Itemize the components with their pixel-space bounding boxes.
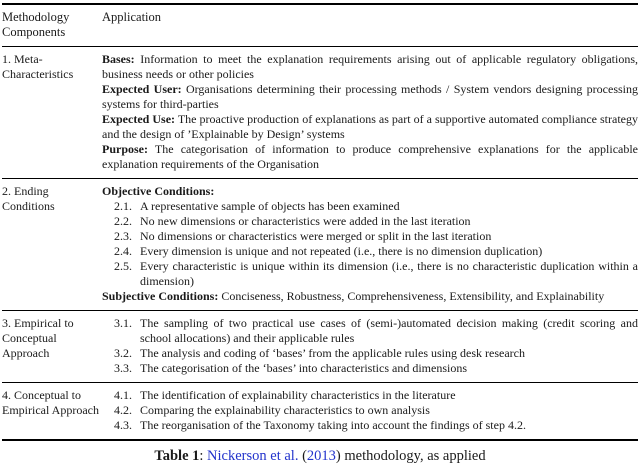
item-text: No dimensions or characteristics were merged or split in the last iteration bbox=[140, 229, 492, 243]
list-item bbox=[102, 229, 638, 244]
item-text: No new dimensions or characteristics were added in the last iteration bbox=[140, 214, 471, 228]
component-label: 3. Empirical to Conceptual Approach bbox=[2, 311, 102, 383]
component-label: 1. Meta-Characteristics bbox=[2, 52, 74, 81]
expected-user-paragraph bbox=[102, 82, 638, 112]
methodology-table bbox=[2, 3, 638, 441]
item-text: The reorganisation of the Taxonomy taking into account the findings of step 4.2. bbox=[140, 418, 526, 432]
item-text: Every dimension is unique and not repeated (i.e., there is no dimension duplication) bbox=[140, 244, 543, 258]
bases-label: Bases: bbox=[102, 52, 135, 66]
caption-label: Table 1 bbox=[154, 448, 200, 464]
item-number: 2.3. bbox=[114, 229, 132, 243]
list-item bbox=[102, 244, 638, 259]
list-item bbox=[102, 403, 638, 418]
table-caption bbox=[2, 448, 638, 465]
table-row-empirical-to-conceptual bbox=[2, 311, 638, 383]
list-item bbox=[102, 316, 638, 346]
expected-user-label: Expected User: bbox=[102, 82, 182, 96]
purpose-text: The categorisation of information to produce comprehensive explanations for the applicable explanation requirements of the Organisation bbox=[102, 142, 639, 171]
item-text: The identification of explainability characteristics in the literature bbox=[140, 388, 456, 402]
header-row bbox=[2, 4, 638, 47]
purpose-paragraph bbox=[102, 142, 638, 172]
bases-paragraph bbox=[102, 52, 638, 82]
expected-use-label: Expected Use: bbox=[102, 112, 176, 126]
component-label: 4. Conceptual to Empirical Approach bbox=[2, 383, 102, 441]
component-label: 2. Ending Conditions bbox=[2, 179, 102, 311]
item-text: A representative sample of objects has been examined bbox=[140, 199, 400, 213]
item-number: 4.3. bbox=[114, 418, 132, 432]
item-number: 2.2. bbox=[114, 214, 132, 228]
list-item bbox=[102, 388, 638, 403]
item-text: Every characteristic is unique within its dimension (i.e., there is no characteristic duplication within a dimension) bbox=[140, 259, 638, 288]
table-row-conceptual-to-empirical bbox=[2, 383, 638, 441]
list-item bbox=[102, 418, 638, 433]
col-header-methodology-components: Methodology Components bbox=[2, 4, 102, 47]
expected-use-text: The proactive production of explanations as part of a supportive automated compliance strategy and the design of ’Explainable by Design’ systems bbox=[102, 112, 638, 141]
item-number: 3.2. bbox=[114, 346, 132, 360]
item-number: 4.1. bbox=[114, 388, 132, 402]
item-text: The sampling of two practical use cases of (semi-)automated decision making (credit scoring and school allocations) and their applicable rules bbox=[140, 316, 638, 345]
item-number: 2.1. bbox=[114, 199, 132, 213]
list-item bbox=[102, 214, 638, 229]
list-item bbox=[102, 259, 638, 289]
table-row-meta-characteristics bbox=[2, 47, 638, 179]
item-number: 3.1. bbox=[114, 316, 132, 330]
bases-text: Information to meet the explanation requirements arising out of applicable regulatory obligations, business needs or other policies bbox=[102, 52, 638, 81]
caption-rest: ) methodology, as applied bbox=[335, 448, 486, 464]
list-item bbox=[102, 346, 638, 361]
citation-authors-link[interactable]: Nickerson et al. bbox=[207, 448, 299, 464]
item-text: The analysis and coding of ‘bases’ from the applicable rules using desk research bbox=[140, 346, 525, 360]
subjective-conditions-paragraph bbox=[102, 289, 638, 304]
item-number: 2.4. bbox=[114, 244, 132, 258]
subjective-conditions-label: Subjective Conditions: bbox=[102, 289, 219, 303]
item-number: 3.3. bbox=[114, 361, 132, 375]
expected-user-text: Organisations determining their processing methods / System vendors designing processing systems for third-parties bbox=[102, 82, 639, 111]
col-header-application: Application bbox=[102, 4, 638, 47]
item-text: The categorisation of the ‘bases’ into characteristics and dimensions bbox=[140, 361, 467, 375]
item-number: 2.5. bbox=[114, 259, 132, 273]
citation-year-link[interactable]: 2013 bbox=[306, 448, 336, 464]
caption-open-paren: ( bbox=[298, 448, 307, 464]
list-item bbox=[102, 199, 638, 214]
subjective-conditions-text: Conciseness, Robustness, Comprehensiveness, Extensibility, and Explainability bbox=[221, 289, 605, 303]
caption-separator: : bbox=[199, 448, 208, 464]
item-text: Comparing the explainability characteristics to own analysis bbox=[140, 403, 430, 417]
purpose-label: Purpose: bbox=[102, 142, 148, 156]
item-number: 4.2. bbox=[114, 403, 132, 417]
list-item bbox=[102, 361, 638, 376]
objective-conditions-heading: Objective Conditions: bbox=[102, 184, 215, 198]
table-row-ending-conditions bbox=[2, 179, 638, 311]
expected-use-paragraph bbox=[102, 112, 638, 142]
